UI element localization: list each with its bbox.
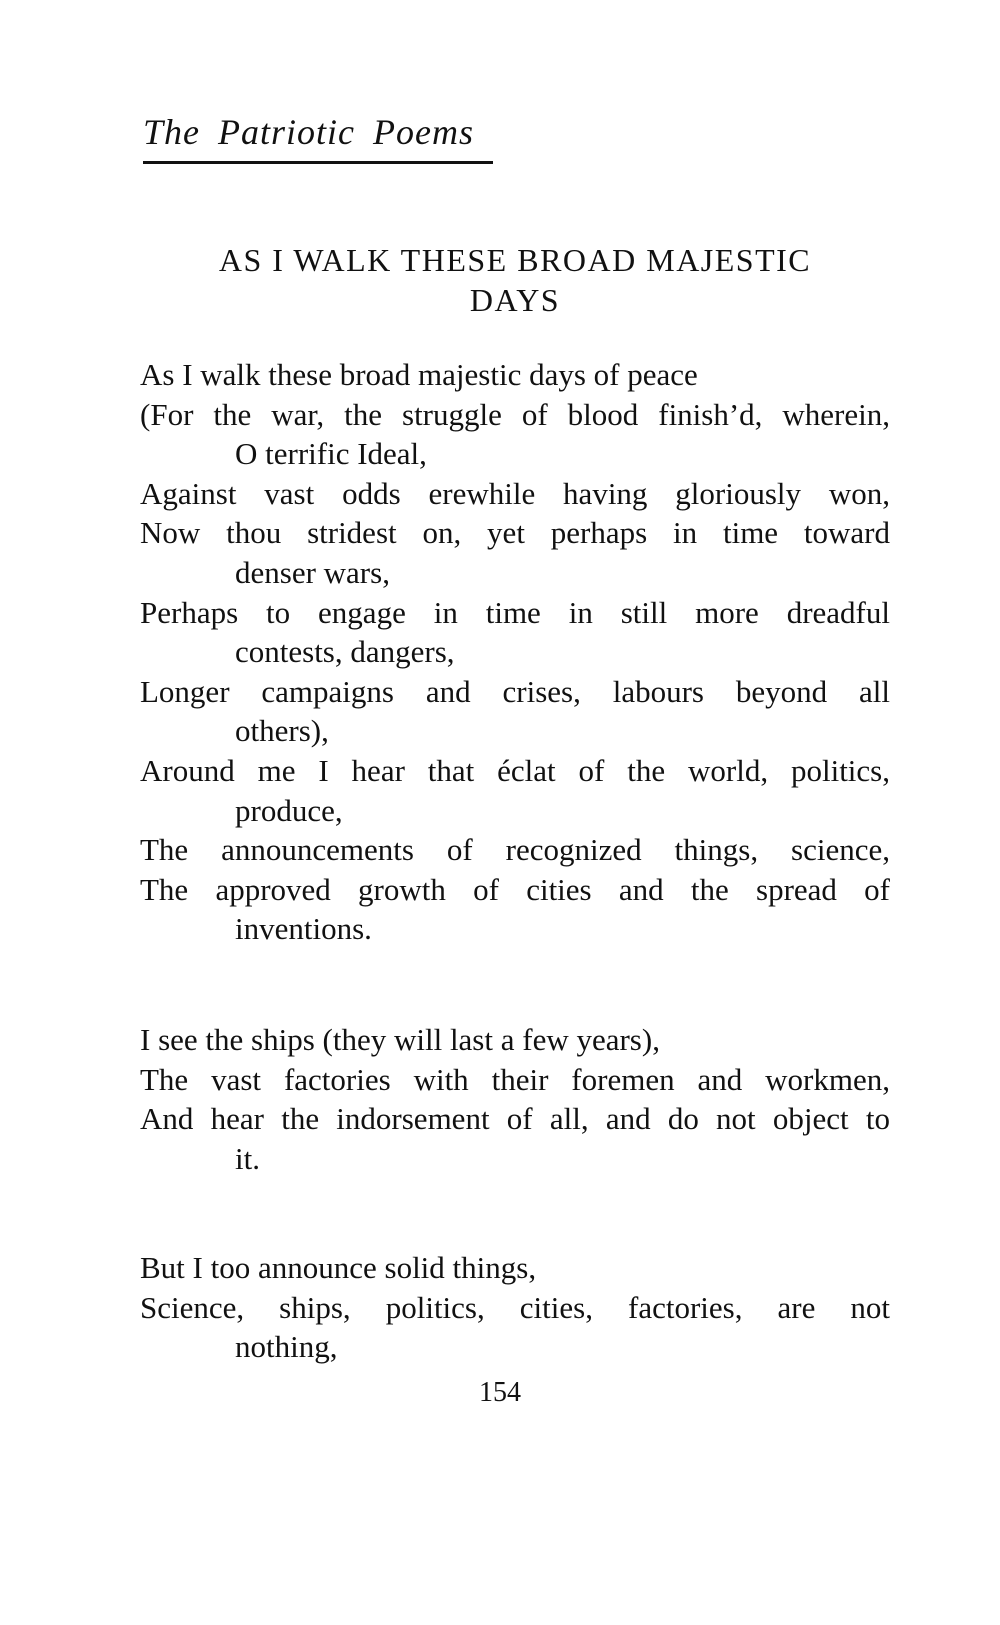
stanza-3 (140, 1248, 890, 1367)
verse-line: And hear the indorsement of all, and do not object to (140, 1101, 890, 1137)
verse-line: As I walk these broad majestic days of peace (140, 357, 698, 392)
verse-line: But I too announce solid things, (140, 1250, 537, 1285)
verse-line: The announcements of recognized things, science, (140, 832, 890, 868)
verse-turnover: denser wars, (235, 554, 390, 590)
verse-turnover: others), (235, 713, 329, 749)
poem-title-line-1: AS I WALK THESE BROAD MAJESTIC (218, 242, 812, 278)
page-number: 154 (479, 1377, 521, 1408)
verse-turnover: inventions. (235, 911, 372, 947)
verse-turnover: contests, dangers, (235, 634, 455, 670)
verse-turnover: nothing, (235, 1329, 338, 1365)
poem-title-line-2: DAYS (469, 282, 561, 318)
verse-line: Perhaps to engage in time in still more dreadful (140, 594, 890, 630)
verse-line: Around me I hear that éclat of the world, politics, (140, 752, 890, 788)
running-head-underline (143, 161, 493, 164)
verse-line: I see the ships (they will last a few years), (140, 1022, 660, 1057)
verse-line: The approved growth of cities and the spread of (140, 871, 890, 907)
stanza-1 (140, 355, 890, 949)
verse-turnover: O terrific Ideal, (235, 436, 427, 472)
stanza-2 (140, 1020, 890, 1178)
verse-line: Science, ships, politics, cities, factories, are not (140, 1289, 890, 1325)
verse-line: Against vast odds erewhile having gloriously won, (140, 475, 890, 511)
verse-turnover: produce, (235, 792, 343, 828)
running-head: The Patriotic Poems (143, 112, 474, 152)
verse-turnover: it. (235, 1140, 260, 1176)
verse-line: The vast factories with their foremen and workmen, (140, 1061, 890, 1097)
verse-line: Now thou stridest on, yet perhaps in time toward (140, 515, 890, 551)
verse-line: Longer campaigns and crises, labours beyond all (140, 673, 890, 709)
verse-line: (For the war, the struggle of blood finish’d, wherein, (140, 396, 890, 432)
